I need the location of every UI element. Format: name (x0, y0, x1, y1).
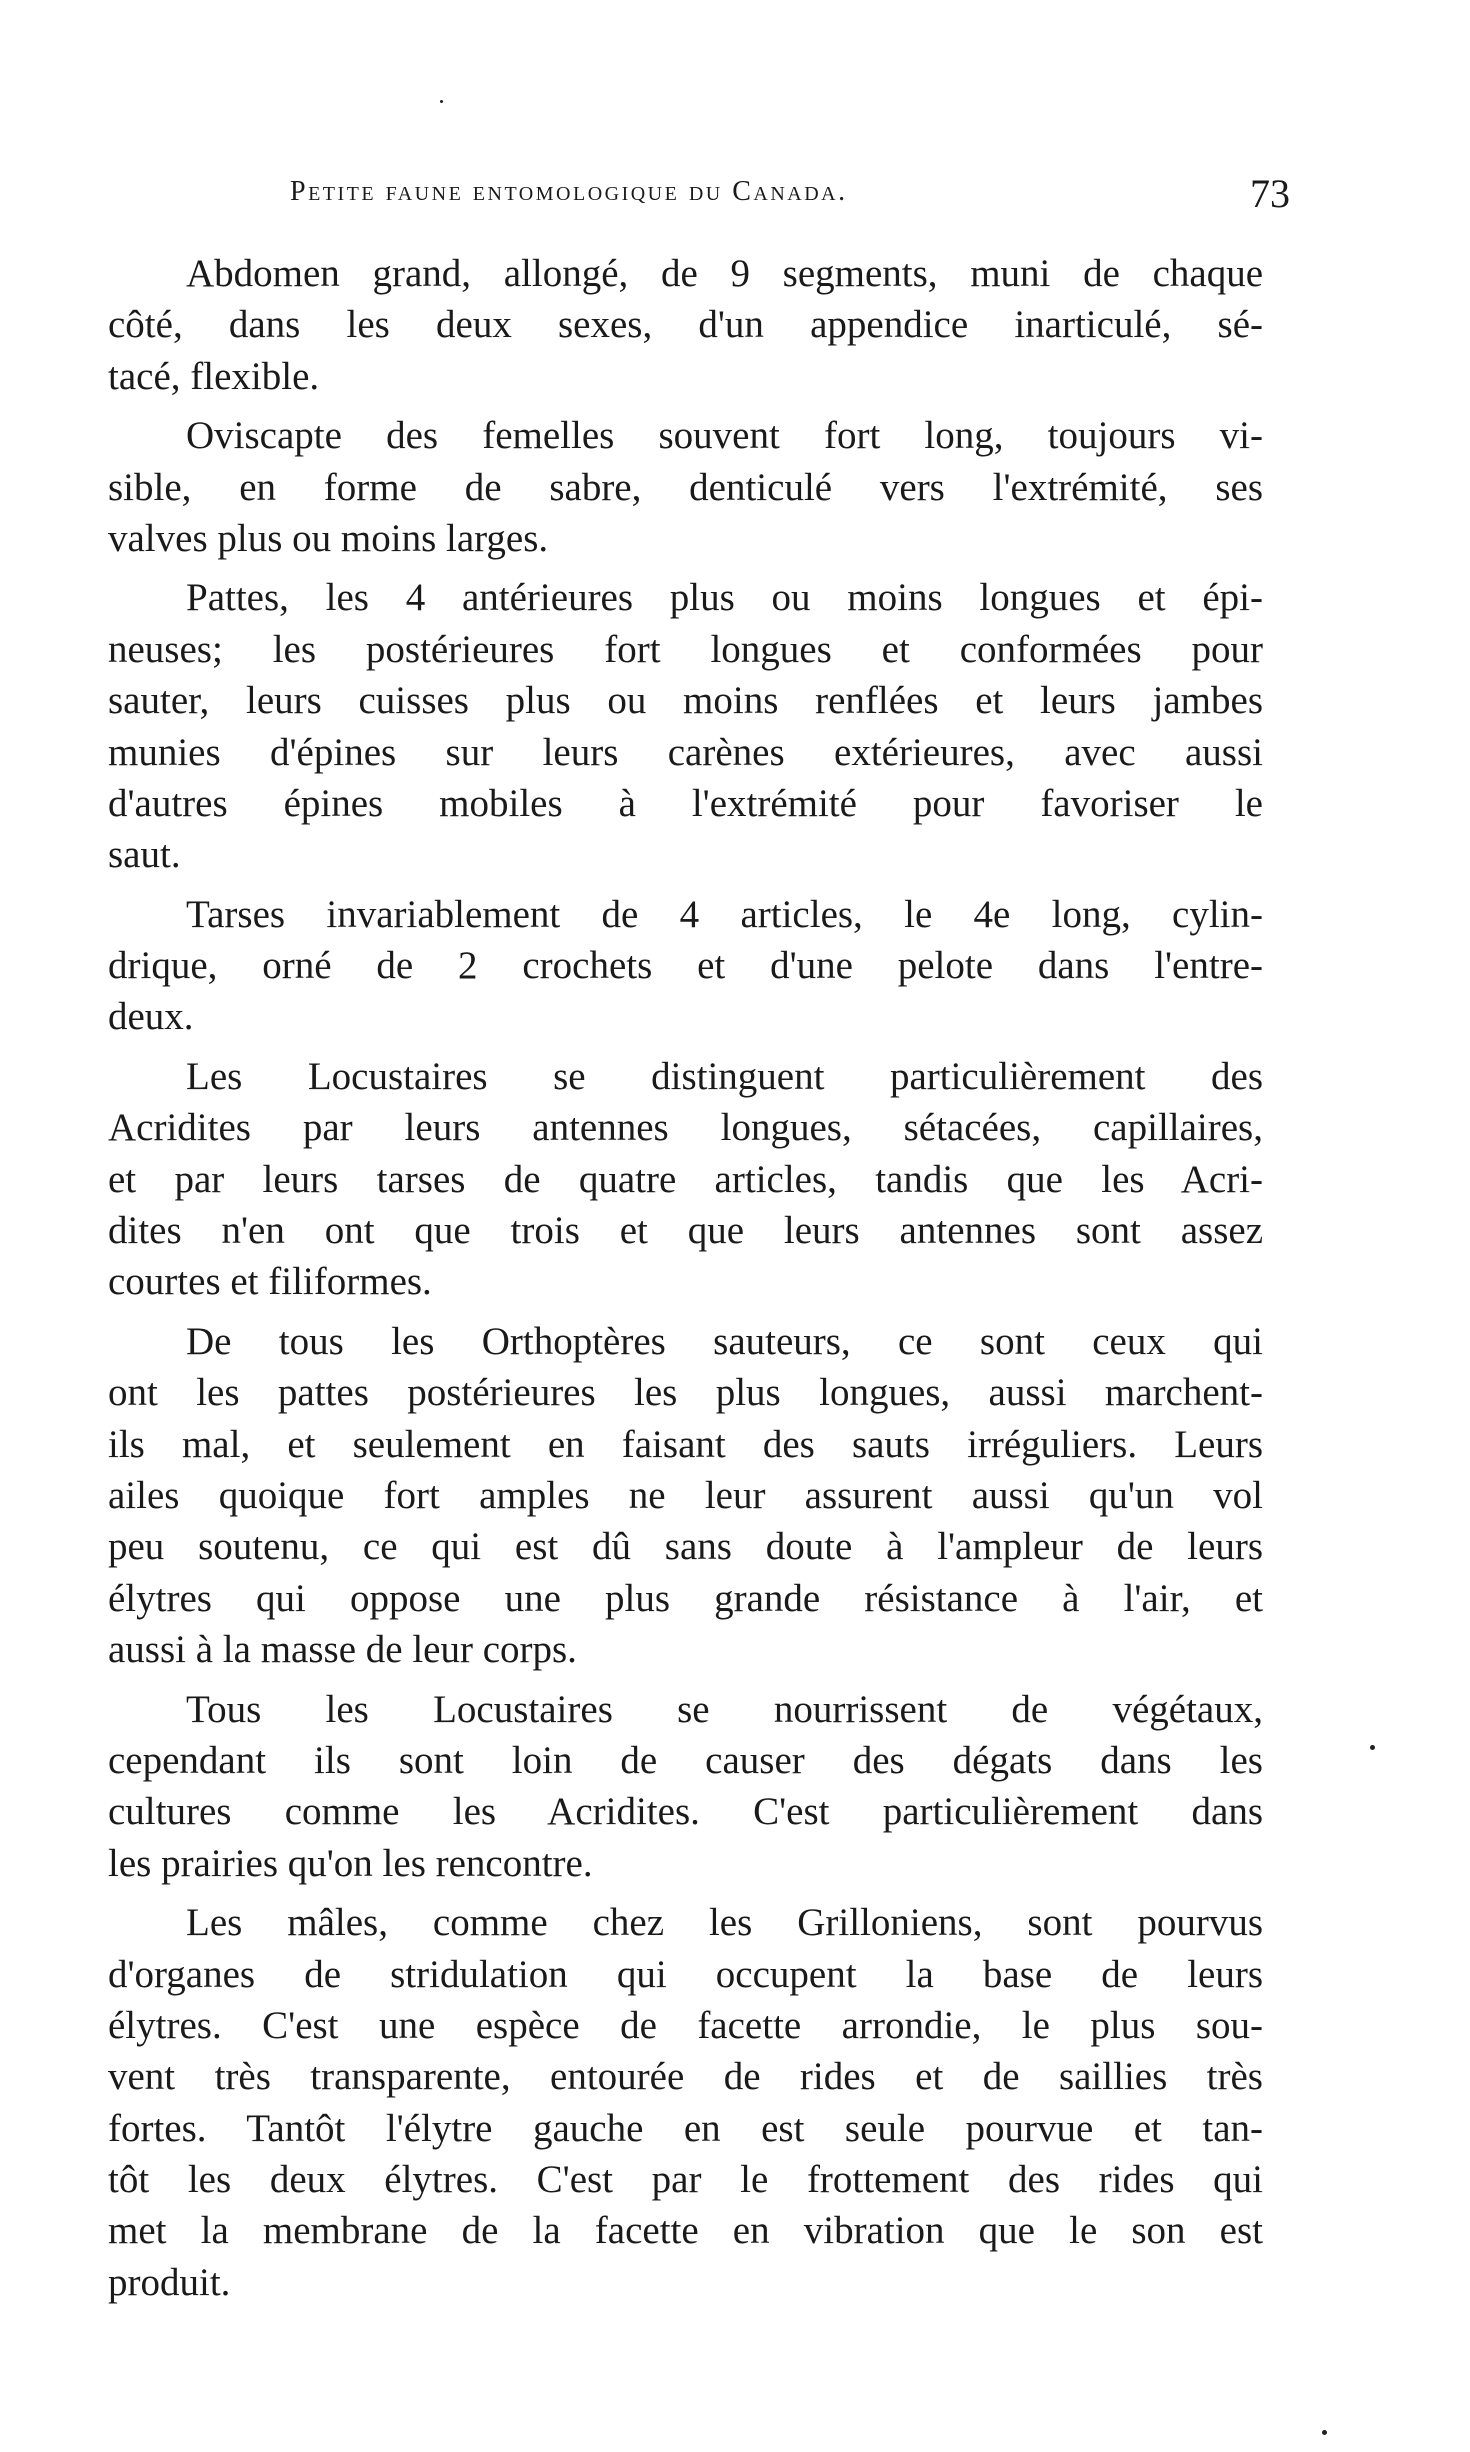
text-line: courtes et filiformes. (108, 1260, 432, 1304)
paragraph (108, 889, 1263, 1043)
ink-speck (1322, 2430, 1327, 2435)
text-line: sible, en forme de sabre, denticulé vers l'extrémité, ses (108, 465, 1263, 509)
text-line: Les Locustaires se distinguent particulièrement des (186, 1054, 1263, 1098)
text-line: Acridites par leurs antennes longues, sétacées, capillaires, (108, 1106, 1263, 1150)
text-line: ils mal, et seulement en faisant des sauts irréguliers. Leurs (108, 1422, 1263, 1466)
text-line: ont les pattes postérieures les plus longues, aussi marchent- (108, 1371, 1263, 1415)
text-line: peu soutenu, ce qui est dû sans doute à l'ampleur de leurs (108, 1525, 1263, 1569)
text-line: cependant ils sont loin de causer des dégats dans les (108, 1738, 1263, 1782)
text-line: neuses; les postérieures fort longues et conformées pour (108, 627, 1263, 671)
text-line: les prairies qu'on les rencontre. (108, 1841, 593, 1885)
text-line: produit. (108, 2260, 231, 2304)
text-line: munies d'épines sur leurs carènes extérieures, avec aussi (108, 730, 1263, 774)
text-line: côté, dans les deux sexes, d'un appendice inarticulé, sé- (108, 303, 1263, 347)
text-line: De tous les Orthoptères sauteurs, ce sont ceux qui (186, 1319, 1263, 1363)
paragraph (108, 1316, 1263, 1676)
text-line: tôt les deux élytres. C'est par le frottement des rides qui (108, 2158, 1263, 2202)
text-line: élytres qui oppose une plus grande résistance à l'air, et (108, 1576, 1263, 1620)
paragraph (108, 572, 1263, 880)
ink-speck (440, 100, 443, 103)
running-header (290, 171, 1290, 220)
text-line: aussi à la masse de leur corps. (108, 1628, 577, 1672)
text-line: Les mâles, comme chez les Grilloniens, sont pourvus (186, 1901, 1263, 1945)
page-number: 73 (1250, 171, 1290, 216)
body-text (108, 248, 1263, 2308)
text-line: saut. (108, 833, 181, 877)
paragraph (108, 248, 1263, 402)
paragraph (108, 410, 1263, 564)
text-line: et par leurs tarses de quatre articles, tandis que les Acri- (108, 1157, 1263, 1201)
text-line: d'autres épines mobiles à l'extrémité pour favoriser le (108, 781, 1263, 825)
text-line: Pattes, les 4 antérieures plus ou moins longues et épi- (186, 576, 1263, 620)
text-line: Tous les Locustaires se nourrissent de végétaux, (186, 1687, 1263, 1731)
text-line: deux. (108, 995, 194, 1039)
text-line: dites n'en ont que trois et que leurs antennes sont assez (108, 1209, 1263, 1253)
text-line: cultures comme les Acridites. C'est particulièrement dans (108, 1790, 1263, 1834)
paragraph (108, 1684, 1263, 1890)
text-line: Tarses invariablement de 4 articles, le 4e long, cylin- (186, 892, 1263, 936)
text-line: met la membrane de la facette en vibration que le son est (108, 2209, 1263, 2253)
text-line: fortes. Tantôt l'élytre gauche en est seule pourvue et tan- (108, 2106, 1263, 2150)
text-line: tacé, flexible. (108, 354, 320, 398)
header-title: Petite faune entomologique du Canada. (290, 176, 848, 207)
ink-speck (1370, 1745, 1375, 1750)
text-line: Oviscapte des femelles souvent fort long, toujours vi- (186, 414, 1263, 458)
paragraph (108, 1051, 1263, 1308)
text-line: vent très transparente, entourée de rides et de saillies très (108, 2055, 1263, 2099)
text-line: Abdomen grand, allongé, de 9 segments, muni de chaque (186, 252, 1263, 295)
text-line: sauter, leurs cuisses plus ou moins renflées et leurs jambes (108, 679, 1263, 723)
paragraph (108, 1897, 1263, 2308)
text-line: drique, orné de 2 crochets et d'une pelote dans l'entre- (108, 944, 1263, 988)
text-line: ailes quoique fort amples ne leur assurent aussi qu'un vol (108, 1473, 1263, 1517)
text-line: d'organes de stridulation qui occupent la base de leurs (108, 1952, 1263, 1996)
text-line: élytres. C'est une espèce de facette arrondie, le plus sou- (108, 2003, 1263, 2047)
text-line: valves plus ou moins larges. (108, 516, 549, 560)
